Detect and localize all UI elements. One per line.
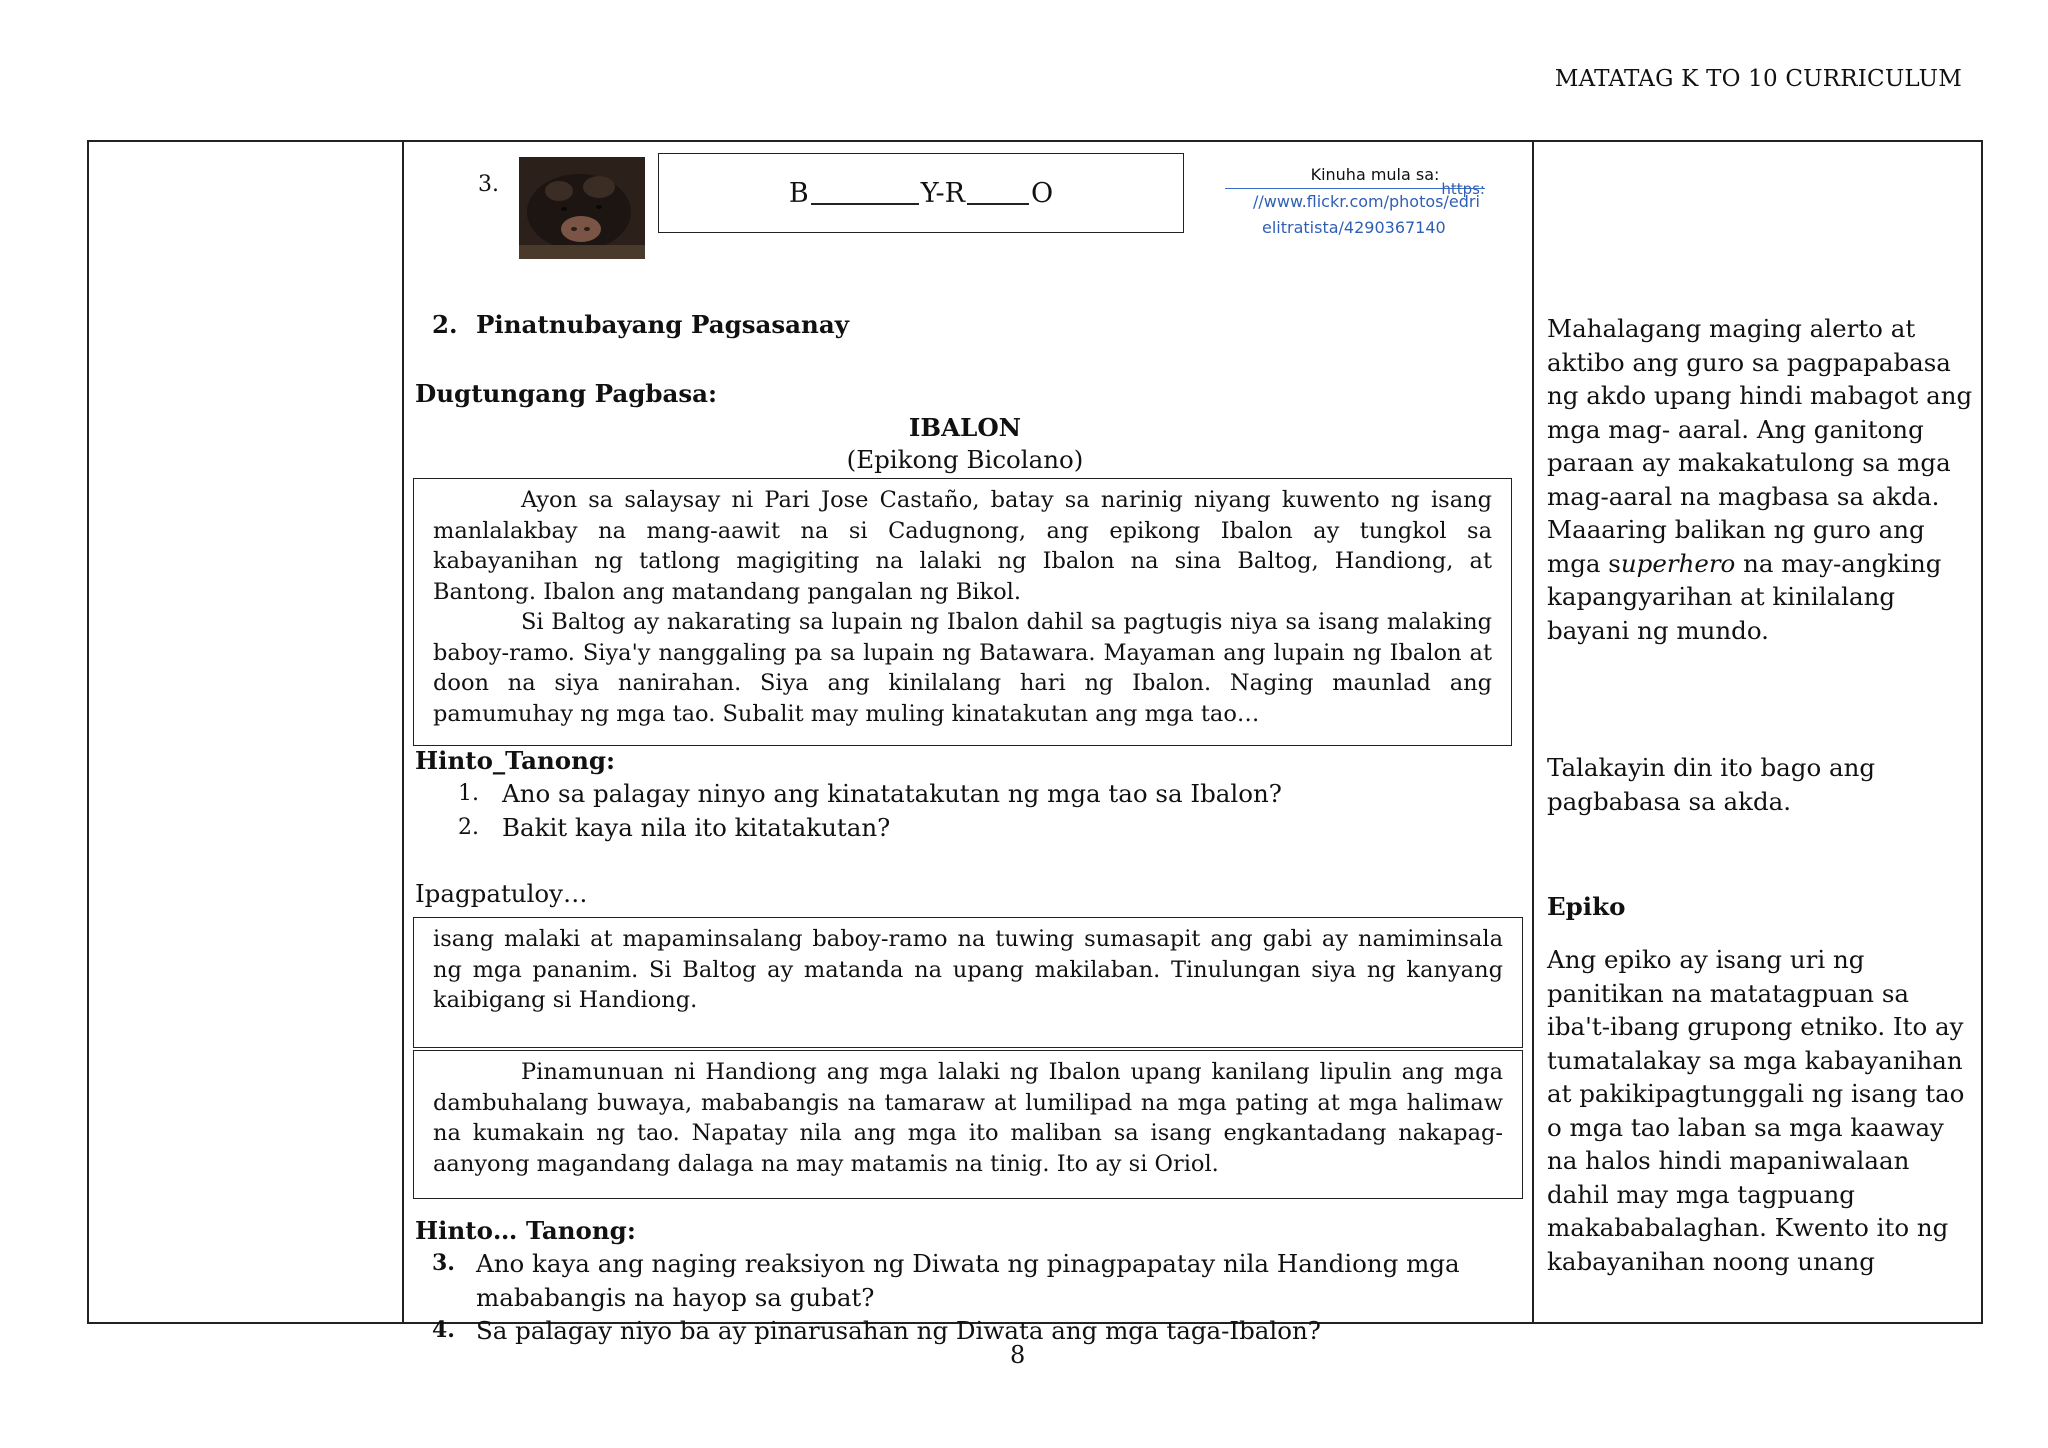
teacher-note-1 [1547,312,1977,647]
question-item [432,1247,1492,1314]
question-list-1 [458,777,1282,844]
story-title: IBALON [908,413,1022,442]
question-number: 4. [432,1317,455,1343]
item-number: 3. [478,172,499,197]
stop-question-label: Hinto_Tanong: [415,746,616,775]
question-item [458,777,1282,811]
boar-photo-icon [519,157,645,259]
continue-label: Ipagpatuloy… [415,879,588,908]
boar-photo [519,157,645,259]
stop-question-label: Hinto… Tanong: [415,1216,636,1245]
story-excerpt-3 [413,1050,1523,1199]
reading-heading: Dugtungang Pagbasa: [415,379,718,408]
section-number: 2. [432,310,458,339]
story-subtitle: (Epikong Bicolano) [846,445,1084,474]
page-number: 8 [1010,1341,1026,1369]
column-divider-right [1532,142,1534,1322]
question-text: Ano kaya ang naging reaksiyon ng Diwata ng pinagpapatay nila Handiong mga mababangis na hayop sa gubat? [476,1249,1460,1312]
story-excerpt-2 [413,917,1523,1048]
puzzle-blank-2[interactable] [967,181,1029,205]
note-italic: uperhero [1620,548,1736,578]
question-text: Bakit kaya nila ito kitatakutan? [502,812,891,842]
question-text: Sa palagay niyo ba ay pinarusahan ng Diwata ang mga taga-Ibalon? [476,1316,1321,1345]
question-list-2 [432,1247,1492,1348]
image-credit [1225,162,1485,241]
teacher-note-2: Talakayin din ito bago ang pagbabasa sa akda. [1547,753,1876,816]
epiko-definition: Ang epiko ay isang uri ng panitikan na matatagpuan sa iba't-ibang grupong etniko. Ito ay tumatalakay sa mga kabayanihan at pakikipagtunggali ng isang tao o mga tao laban sa mga kaaway na halos hindi mapaniwalaan dahil may mga tagpuang makababalaghan. Kwento ito ng kabayanihan noong unang [1547,945,1965,1276]
puzzle-part-1: B [788,177,809,209]
puzzle-part-3: O [1031,177,1054,209]
story-paragraph: Pinamunuan ni Handiong ang mga lalaki ng Ibalon upang kanilang lipulin ang mga dambuhalang buwaya, mababangis na tamaraw at lumilipad na mga pating at mga halimaw na kumakain ng tao. Napatay nila ang mga ito maliban sa isang engkantadang nakapag-aanyong magandang dalaga na may matamis na tinig. Ito ay si Oriol. [433,1059,1503,1177]
credit-label: Kinuha mula sa: [1225,162,1485,189]
section-title: Pinatnubayang Pagsasanay [476,310,849,339]
word-puzzle-box [658,153,1184,233]
note-text: na may-angking kapangyarihan at kinilalang bayani ng mundo. [1547,548,1942,645]
credit-link-part-1[interactable]: https: [1441,180,1485,198]
credit-link-part-3[interactable]: elitratista/4290367140 [1262,218,1446,237]
note-text: Mahalagang maging alerto at aktibo ang guro sa pagpapabasa ng akdo upang hindi mabagot ang mga mag- aaral. Ang ganitong paraan ay makakatulong sa mga mag-aaral na magbasa sa akda. Maaaring balikan ng guro ang mga s [1547,314,1973,578]
credit-link-part-2[interactable]: //www.flickr.com/photos/edri [1253,192,1480,211]
story-paragraph: isang malaki at mapaminsalang baboy-ramo na tuwing sumasapit ang gabi ay namiminsala ng mga pananim. Si Baltog ay matanda na upang makilaban. Tinulungan siya ng kanyang kaibigang si Handiong. [433,926,1503,1013]
question-item [432,1314,1492,1348]
story-excerpt-1 [413,478,1512,746]
story-paragraph: Si Baltog ay nakarating sa lupain ng Ibalon dahil sa pagtugis niya sa isang malaking baboy-ramo. Siya'y nanggaling pa sa lupain ng Batawara. Mayaman ang lupain ng Ibalon at doon na siya nanirahan. Siya ang kinilalang hari ng Ibalon. Naging maunlad ang pamumuhay ng mga tao. Subalit may muling kinatakutan ang mga tao… [433,609,1492,727]
puzzle-blank-1[interactable] [811,181,919,205]
section-heading [432,308,849,342]
question-item [458,811,1282,845]
question-number: 1. [458,781,479,806]
epiko-heading: Epiko [1547,892,1626,921]
column-divider-left [402,142,404,1322]
puzzle-part-2: Y-R [920,177,965,209]
question-number: 3. [432,1250,455,1276]
curriculum-header: MATATAG K TO 10 CURRICULUM [1554,66,1962,92]
question-number: 2. [458,814,479,840]
question-text: Ano sa palagay ninyo ang kinatatakutan ng mga tao sa Ibalon? [502,779,1282,808]
story-paragraph: Ayon sa salaysay ni Pari Jose Castaño, batay sa narinig niyang kuwento ng isang manlalakbay na mang-aawit na si Cadugnong, ang epikong Ibalon ay tungkol sa kabayanihan ng tatlong magigiting na lalaki ng Ibalon na sina Baltog, Handiong, at Bantong. Ibalon ang matandang pangalan ng Bikol. [433,487,1492,605]
